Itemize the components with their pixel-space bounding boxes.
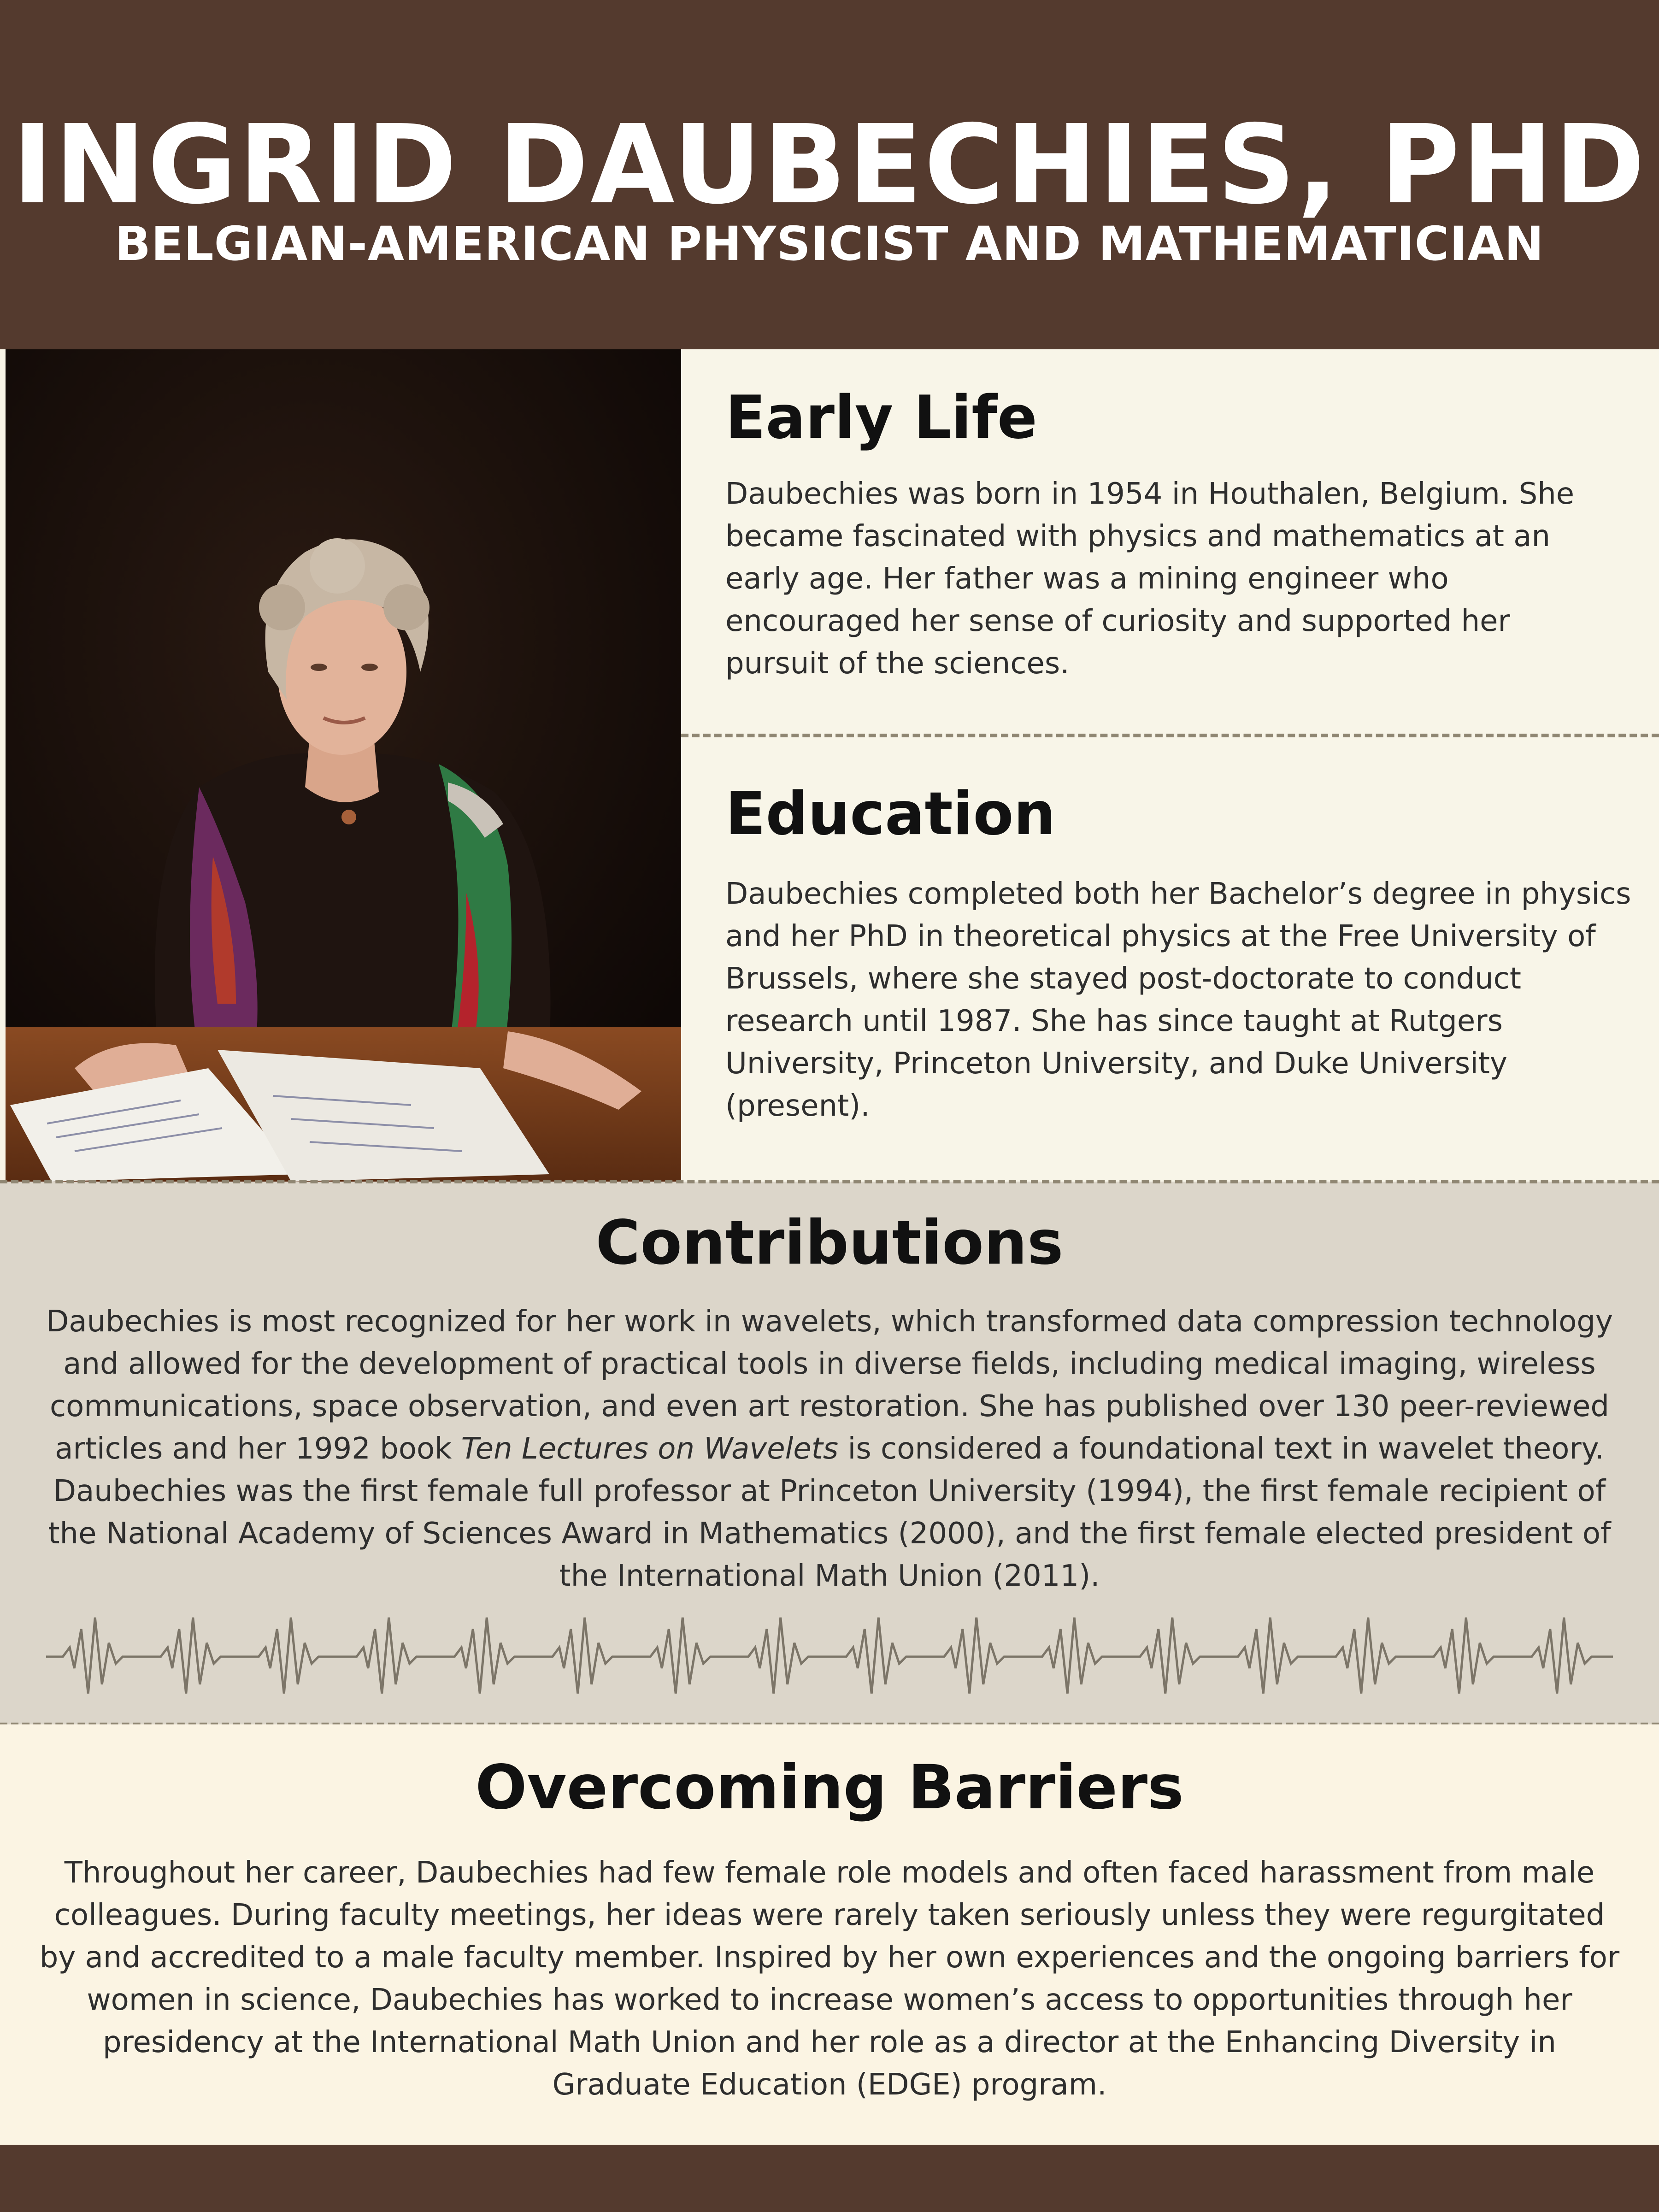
contributions-text-part1: Daubechies is most recognized for her work in wavelets, which transformed data compression technology and allowed for the development of practical tools in diverse fields, including medical imaging, wireless communications, space observation, and even art restoration. She has published over 130 peer-reviewed articles and her 1992 book [46, 1305, 1613, 1466]
page-title: INGRID DAUBECHIES, PHD [12, 101, 1647, 228]
contributions-text [28, 1300, 1631, 1597]
section-divider [681, 734, 1659, 737]
early-life-heading: Early Life [725, 383, 1037, 452]
contributions-text-part2: is considered a foundational text in wavelet theory. Daubechies was the first female full professor at Princeton University (1994), the first female recipient of the National Academy of Sciences Award in Mathematics (2000), and the first female elected president of the International Math Union (2011). [48, 1432, 1611, 1593]
header-banner [0, 0, 1659, 349]
page-subtitle: BELGIAN-AMERICAN PHYSICIST AND MATHEMATICIAN [115, 217, 1544, 271]
section-divider [0, 1180, 1659, 1183]
barriers-text: Throughout her career, Daubechies had few female role models and often faced harassment from male colleagues. During faculty meetings, her ideas were rarely taken seriously unless they were regurgitated by and accredited to a male faculty member. Inspired by her own experiences and the ongoing barriers for women in science, Daubechies has worked to increase women’s access to opportunities through her presidency at the International Math Union and her role as a director at the Enhancing Diversity in Graduate Education (EDGE) program. [39, 1856, 1620, 2102]
book-title: Ten Lectures on Wavelets [461, 1432, 839, 1466]
education-text: Daubechies completed both her Bachelor’s degree in physics and her PhD in theoretical physics at the Free University of Brussels, where she stayed post-doctorate to conduct research until 1987. She has since taught at Rutgers University, Princeton University, and Duke University (present). [725, 877, 1631, 1123]
education-heading: Education [725, 780, 1056, 848]
contributions-heading: Contributions [595, 1207, 1064, 1278]
portrait-illustration [6, 349, 681, 1182]
footer-bar [0, 2145, 1659, 2212]
portrait-photo [6, 349, 681, 1182]
waveform-decoration [46, 1613, 1613, 1700]
barriers-heading: Overcoming Barriers [475, 1752, 1184, 1823]
early-life-text: Daubechies was born in 1954 in Houthalen, Belgium. She became fascinated with physics and mathematics at an early age. Her father was a mining engineer who encouraged her sense of curiosity and supported her pursuit of the sciences. [725, 477, 1575, 681]
